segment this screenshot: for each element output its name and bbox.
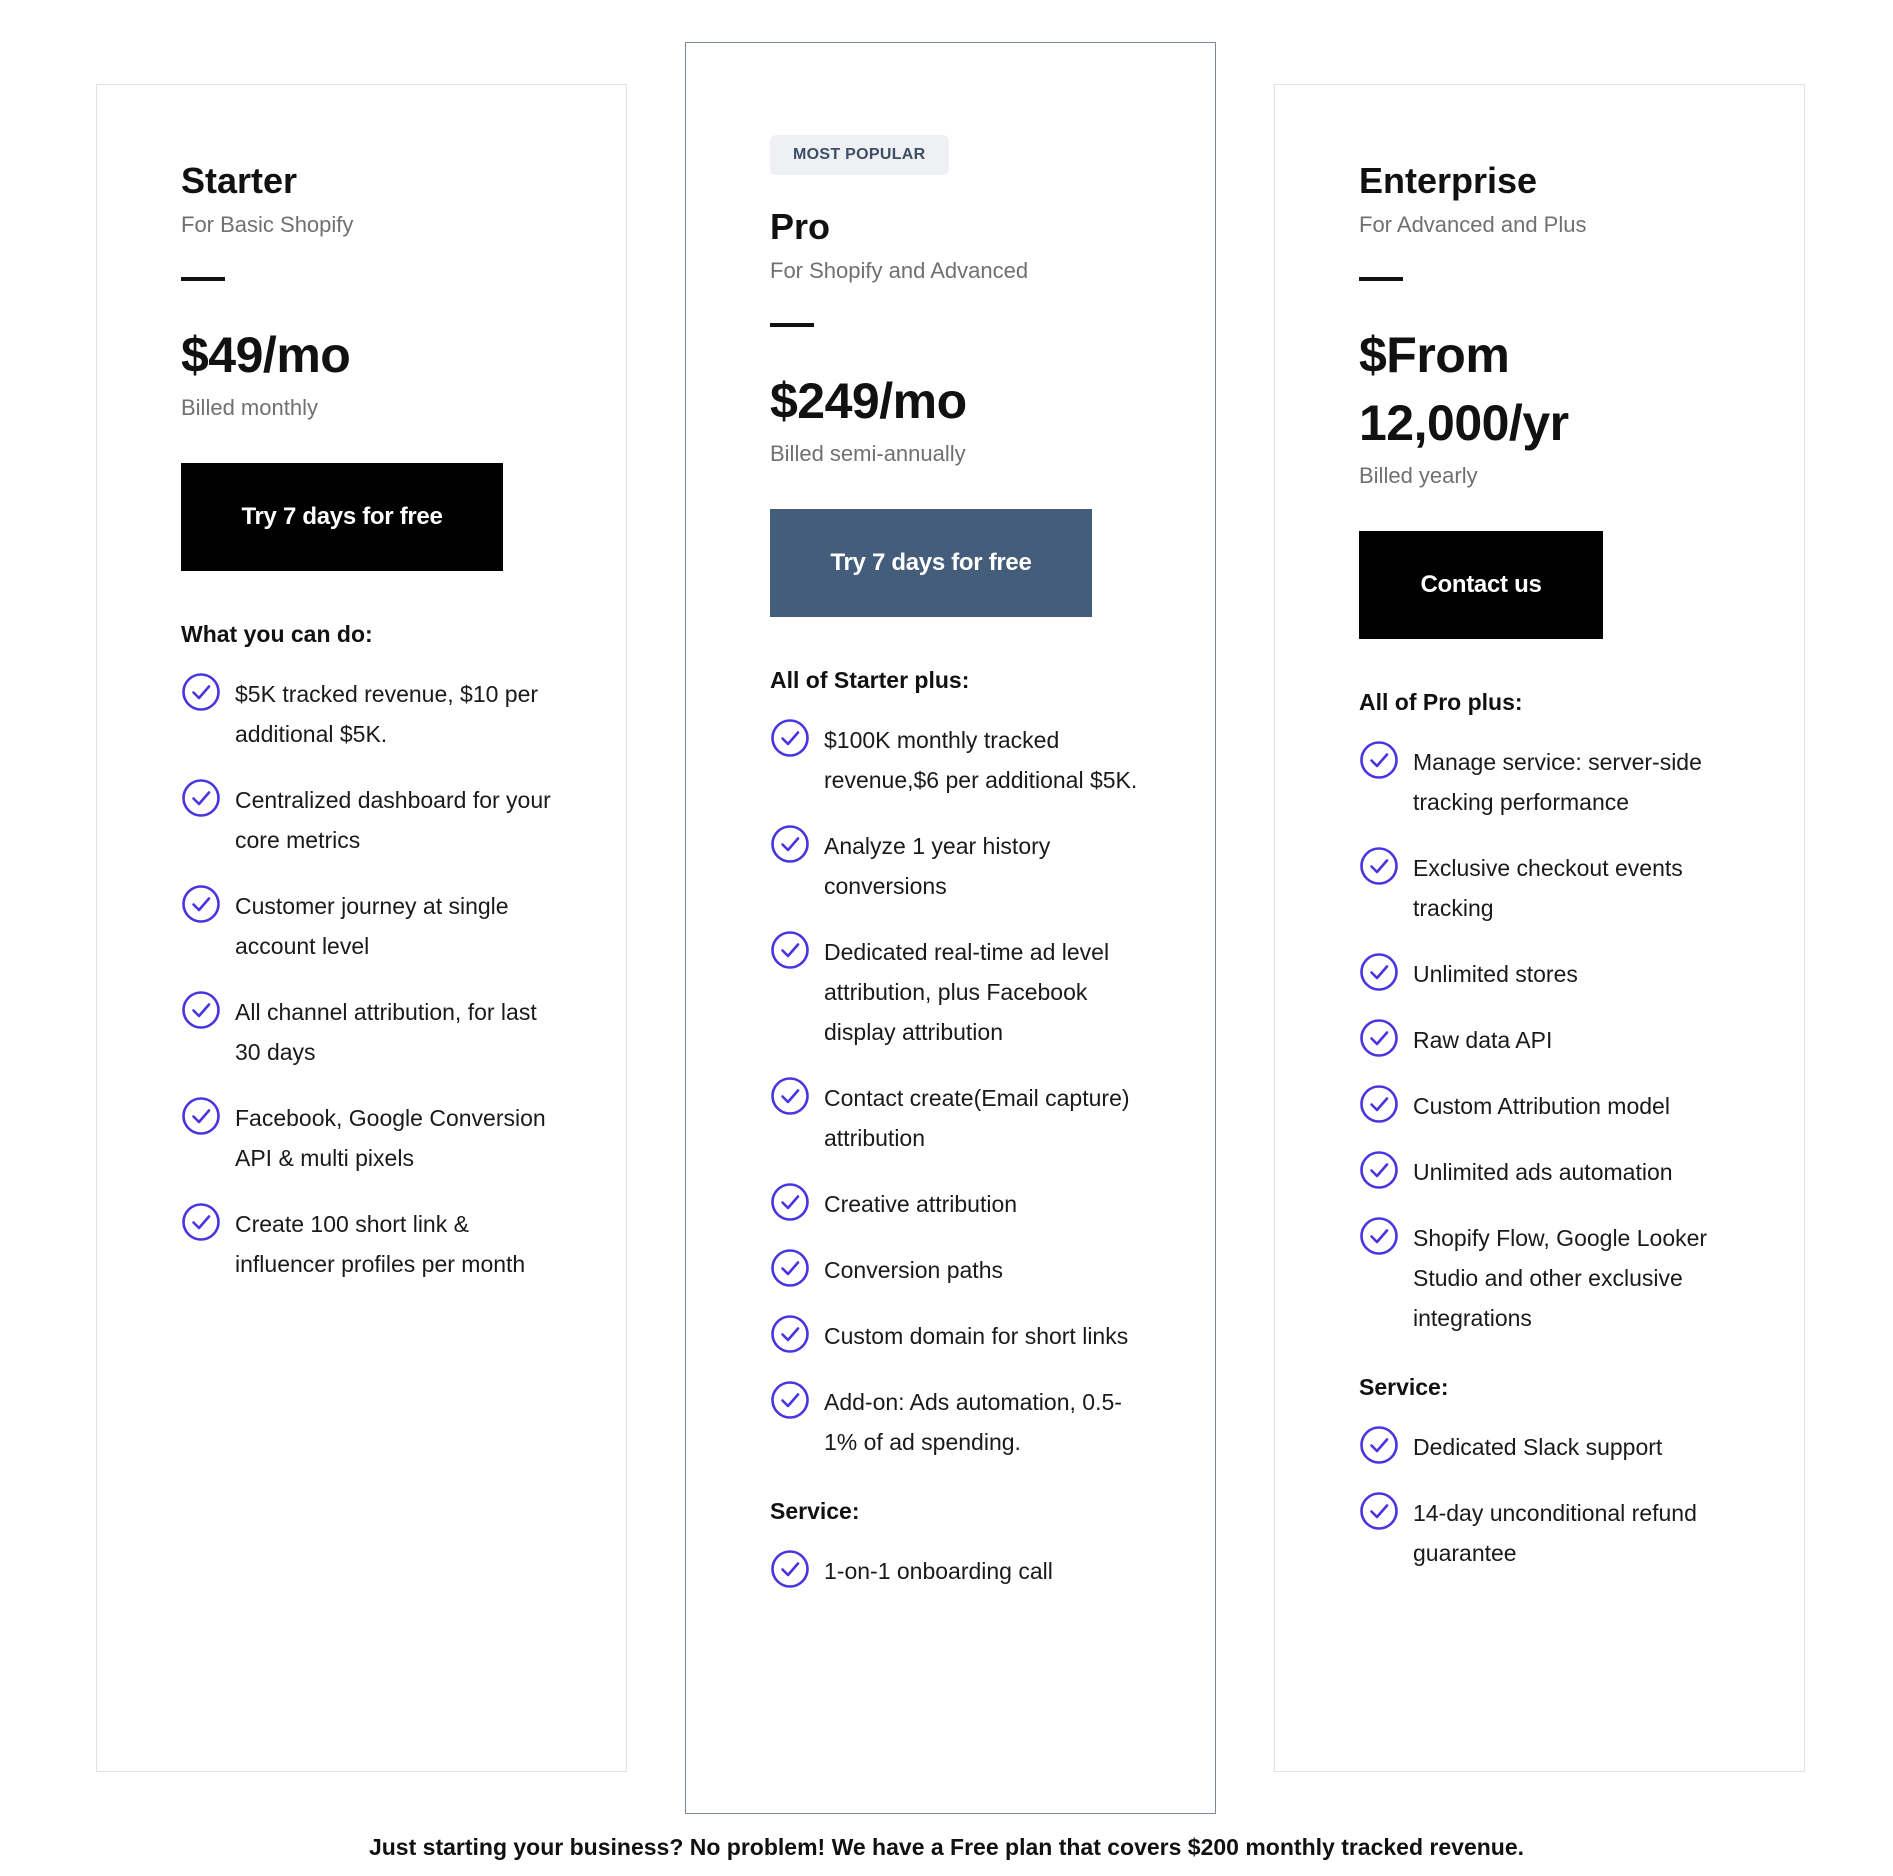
check-circle-icon: [1359, 1491, 1399, 1531]
plan-name: Enterprise: [1359, 160, 1538, 201]
feature-item: [1359, 954, 1744, 994]
feature-item: [1359, 848, 1744, 928]
check-circle-icon: [770, 1380, 810, 1420]
feature-item: [770, 1184, 1155, 1224]
check-circle-icon: [1359, 1216, 1399, 1256]
feature-item: [1359, 1218, 1744, 1338]
feature-item: [181, 1098, 566, 1178]
check-circle-icon: [770, 930, 810, 970]
check-circle-icon: [181, 990, 221, 1030]
check-circle-icon: [1359, 1425, 1399, 1465]
feature-list: [1359, 742, 1744, 1338]
features-section: [181, 621, 566, 1284]
feature-text: Custom Attribution model: [1413, 1093, 1670, 1120]
check-circle-icon: [770, 718, 810, 758]
section-title: All of Pro plus:: [1359, 689, 1523, 716]
start-trial-button[interactable]: Try 7 days for free: [770, 509, 1092, 617]
feature-item: [1359, 742, 1744, 822]
feature-item: [181, 780, 566, 860]
check-circle-icon: [181, 1096, 221, 1136]
feature-text: Manage service: server-side tracking performance: [1413, 749, 1702, 816]
feature-text: All channel attribution, for last 30 days: [235, 999, 537, 1066]
check-circle-icon: [770, 1314, 810, 1354]
check-circle-icon: [1359, 1150, 1399, 1190]
feature-item: [770, 1316, 1155, 1356]
plan-price: $From 12,000/yr: [1359, 327, 1569, 452]
feature-item: [1359, 1086, 1744, 1126]
feature-item: [770, 720, 1155, 800]
free-plan-note: Just starting your business? No problem! We have a Free plan that covers $200 monthly tracked revenue.: [368, 1834, 1525, 1860]
feature-item: [1359, 1493, 1744, 1573]
feature-item: [1359, 1152, 1744, 1192]
feature-item: [770, 1078, 1155, 1158]
feature-list: [770, 1551, 1155, 1591]
feature-text: Centralized dashboard for your core metrics: [235, 787, 551, 854]
section-title: What you can do:: [181, 621, 373, 648]
feature-item: [1359, 1020, 1744, 1060]
check-circle-icon: [181, 672, 221, 712]
check-circle-icon: [1359, 952, 1399, 992]
billing-period: Billed semi-annually: [770, 441, 966, 467]
feature-text: Add-on: Ads automation, 0.5-1% of ad spending.: [824, 1389, 1122, 1456]
service-section: [770, 1498, 1155, 1591]
section-title: All of Starter plus:: [770, 667, 970, 694]
check-circle-icon: [770, 1182, 810, 1222]
check-circle-icon: [770, 1549, 810, 1589]
feature-text: Unlimited ads automation: [1413, 1159, 1673, 1186]
plan-card-starter: [96, 84, 627, 1772]
plan-name: Starter: [181, 160, 298, 201]
feature-item: [181, 674, 566, 754]
check-circle-icon: [1359, 846, 1399, 886]
check-circle-icon: [181, 778, 221, 818]
feature-text: Facebook, Google Conversion API & multi pixels: [235, 1105, 546, 1172]
plan-subtitle: For Basic Shopify: [181, 211, 354, 237]
section-title: Service:: [770, 1498, 860, 1525]
plan-card-pro: [685, 42, 1216, 1814]
feature-text: Creative attribution: [824, 1191, 1018, 1218]
feature-text: 1-on-1 onboarding call: [824, 1558, 1053, 1585]
feature-list: [1359, 1427, 1744, 1573]
feature-item: [1359, 1427, 1744, 1467]
plan-subtitle: For Shopify and Advanced: [770, 257, 1029, 283]
divider: [770, 323, 814, 327]
divider: [181, 277, 225, 281]
features-section: [1359, 689, 1744, 1338]
feature-text: Dedicated real-time ad level attribution, plus Facebook display attribution: [824, 939, 1110, 1046]
feature-text: Analyze 1 year history conversions: [824, 833, 1051, 900]
feature-text: $5K tracked revenue, $10 per additional $5K.: [235, 681, 539, 748]
check-circle-icon: [1359, 1084, 1399, 1124]
feature-item: [770, 826, 1155, 906]
feature-item: [181, 1204, 566, 1284]
check-circle-icon: [770, 824, 810, 864]
feature-item: [770, 1382, 1155, 1462]
start-trial-button[interactable]: Try 7 days for free: [181, 463, 503, 571]
feature-list: [770, 720, 1155, 1462]
check-circle-icon: [770, 1076, 810, 1116]
check-circle-icon: [181, 1202, 221, 1242]
plan-name: Pro: [770, 206, 831, 247]
billing-period: Billed monthly: [181, 395, 318, 421]
check-circle-icon: [1359, 740, 1399, 780]
features-section: [770, 667, 1155, 1462]
check-circle-icon: [1359, 1018, 1399, 1058]
feature-text: Dedicated Slack support: [1413, 1434, 1663, 1461]
feature-text: $100K monthly tracked revenue,$6 per additional $5K.: [824, 727, 1138, 794]
plan-subtitle: For Advanced and Plus: [1359, 211, 1587, 237]
feature-text: Conversion paths: [824, 1257, 1003, 1284]
feature-text: Custom domain for short links: [824, 1323, 1129, 1350]
feature-item: [770, 932, 1155, 1052]
plan-card-enterprise: [1274, 84, 1805, 1772]
feature-item: [181, 886, 566, 966]
feature-text: Unlimited stores: [1413, 961, 1578, 988]
plan-price: $49/mo: [181, 327, 351, 384]
feature-item: [770, 1250, 1155, 1290]
feature-item: [181, 992, 566, 1072]
feature-text: Shopify Flow, Google Looker Studio and other exclusive integrations: [1413, 1225, 1708, 1332]
feature-text: Exclusive checkout events tracking: [1413, 855, 1683, 922]
feature-text: Create 100 short link & influencer profiles per month: [235, 1211, 526, 1278]
feature-item: [770, 1551, 1155, 1591]
section-title: Service:: [1359, 1374, 1449, 1401]
check-circle-icon: [770, 1248, 810, 1288]
plan-price: $249/mo: [770, 373, 967, 430]
billing-period: Billed yearly: [1359, 463, 1478, 489]
check-circle-icon: [181, 884, 221, 924]
feature-text: 14-day unconditional refund guarantee: [1413, 1500, 1697, 1567]
service-section: [1359, 1374, 1744, 1573]
divider: [1359, 277, 1403, 281]
contact-us-button[interactable]: Contact us: [1359, 531, 1603, 639]
feature-list: [181, 674, 566, 1284]
feature-text: Contact create(Email capture) attribution: [824, 1085, 1130, 1152]
most-popular-badge: MOST POPULAR: [770, 135, 949, 175]
feature-text: Customer journey at single account level: [235, 893, 509, 960]
feature-text: Raw data API: [1413, 1027, 1553, 1054]
